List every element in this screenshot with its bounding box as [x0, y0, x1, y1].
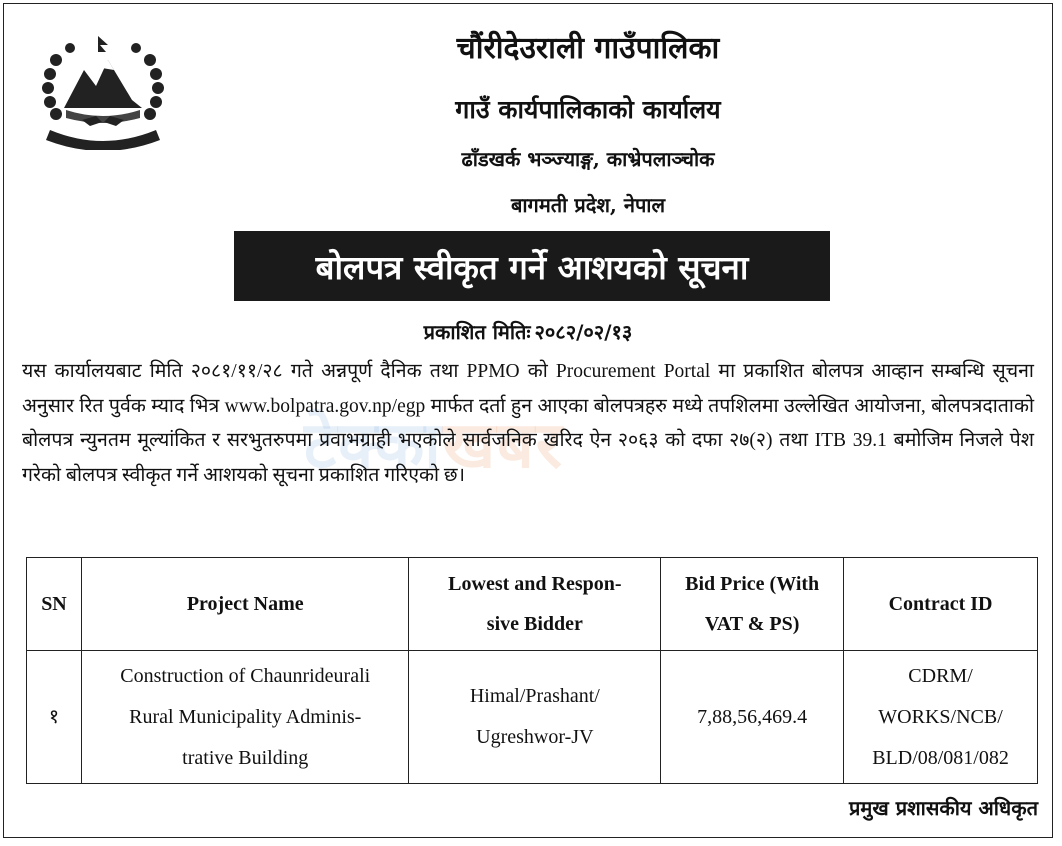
- header-bidder-line1: Lowest and Respon-: [448, 573, 622, 595]
- contract-line3: BLD/08/081/082: [872, 746, 1009, 769]
- bidder-line1: Himal/Prashant/: [469, 685, 600, 707]
- published-date-label: प्रकाशित मितिः: [423, 320, 531, 344]
- cell-bidder: [409, 651, 661, 784]
- watermark-part1: टेक्का: [304, 409, 443, 483]
- cell-project-name: [81, 651, 409, 784]
- header-price-line1: Bid Price (With: [685, 573, 820, 595]
- project-line1: Construction of Chaunrideurali: [120, 664, 371, 687]
- header-sn: SN: [27, 558, 82, 651]
- header-project-name: Project Name: [81, 558, 409, 651]
- watermark-part2: खबर: [442, 409, 564, 483]
- header-bidder: [409, 558, 661, 651]
- cell-contract-id: [844, 651, 1038, 784]
- table-header-row: [27, 558, 1038, 651]
- published-date-value: २०८२/०२/१३: [534, 320, 633, 344]
- municipality-name: चौंरीदेउराली गाउँपालिका: [456, 31, 720, 66]
- table-row: [27, 651, 1038, 784]
- office-address: ढाँडखर्क भञ्ज्याङ्ग, काभ्रेपलाञ्चोक: [461, 147, 715, 171]
- header-price-line2: VAT & PS): [704, 613, 800, 635]
- project-line2: Rural Municipality Adminis-: [129, 705, 362, 728]
- contract-line1: CDRM/: [908, 664, 973, 687]
- province-country: बागमती प्रदेश, नेपाल: [510, 193, 666, 217]
- header-bidder-line2: sive Bidder: [486, 613, 583, 635]
- published-date-line: [4, 318, 1052, 345]
- notice-title: बोलपत्र स्वीकृत गर्ने आशयको सूचना: [234, 231, 830, 301]
- project-line3: trative Building: [182, 746, 309, 769]
- header-contract-id: Contract ID: [844, 558, 1038, 651]
- cell-sn: १: [27, 651, 82, 784]
- office-name: गाउँ कार्यपालिकाको कार्यालय: [455, 95, 721, 124]
- signatory: प्रमुख प्रशासकीय अधिकृत: [849, 796, 1038, 820]
- notice-page: [3, 3, 1053, 838]
- notice-body: यस कार्यालयबाट मिति २०८१/११/२८ गते अन्नपूर्ण दैनिक तथा PPMO को Procurement Portal मा प्रकाशित बोलपत्र आव्हान सम्बन्धि सूचना अनुसार रित पुर्वक म्याद भित्र www.bolpatra.gov.np/egp मार्फत दर्ता हुन आएका बोलपत्रहरु मध्ये तपशिलमा उल्लेखित आयोजना, बोलपत्रदाताको बोलपत्र न्युनतम मूल्यांकित र सरभुतरुपमा प्रवाभग्राही भएकोले सार्वजनिक खरिद ऐन २०६३ को दफा २७(२) तथा ITB 39.1 बमोजिम निजले पेश गरेको बोलपत्र स्वीकृत गर्ने आशयको सूचना प्रकाशित गरिएको छ।: [22, 361, 1034, 486]
- header-bid-price: [661, 558, 844, 651]
- contract-line2: WORKS/NCB/: [878, 705, 1003, 728]
- bidder-line2: Ugreshwor-JV: [476, 726, 594, 748]
- bid-table: [26, 557, 1038, 784]
- cell-bid-price: 7,88,56,469.4: [661, 651, 844, 784]
